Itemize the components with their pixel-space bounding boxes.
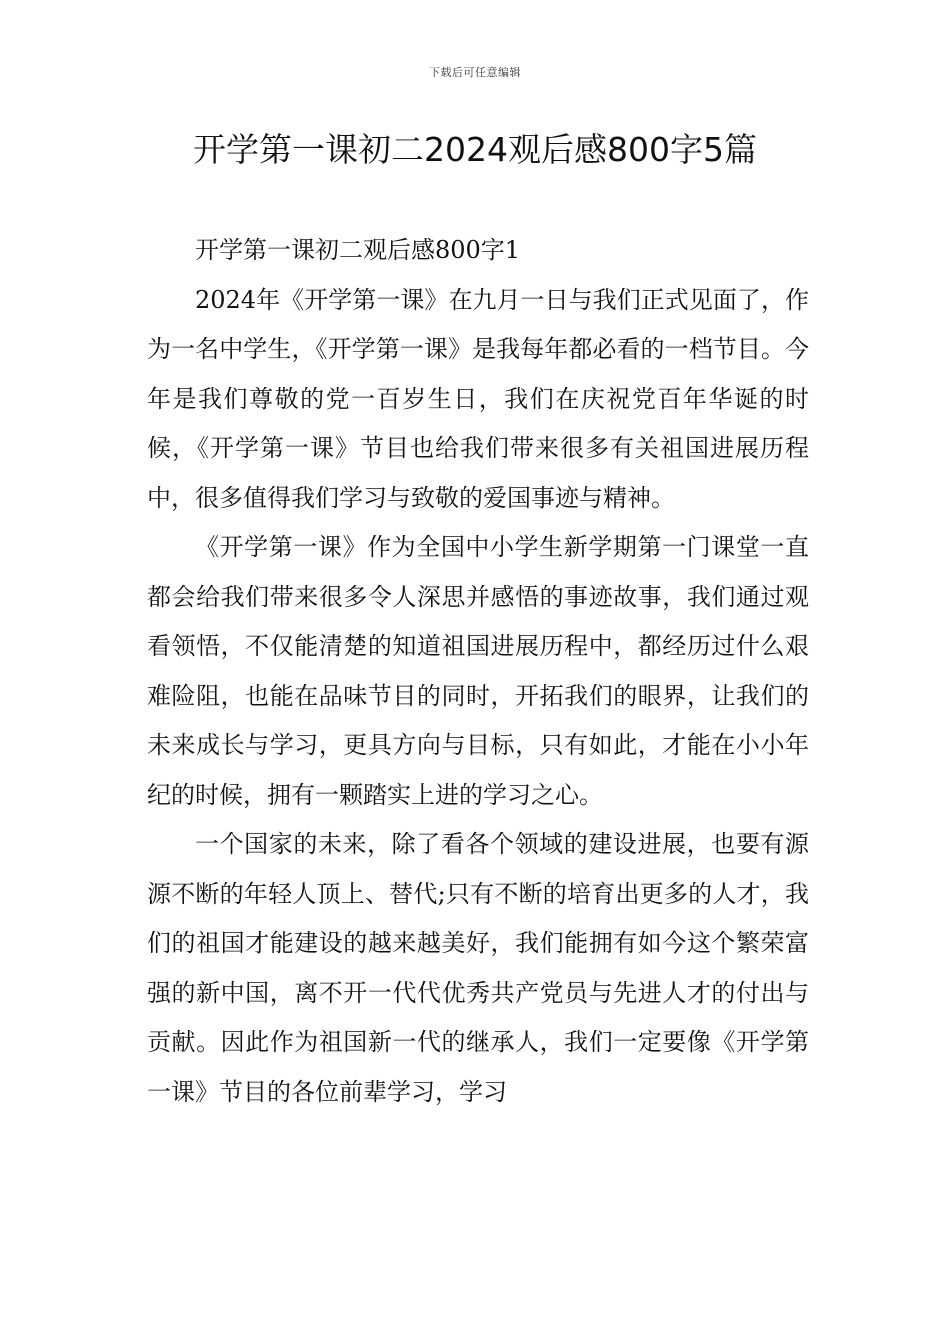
document-body	[147, 226, 809, 1117]
header-note: 下载后可任意编辑	[429, 66, 521, 79]
document-title: 开学第一课初二2024观后感800字5篇	[193, 130, 757, 169]
paragraph-1: 2024年《开学第一课》在九月一日与我们正式见面了，作为一名中学生，《开学第一课》是我每年都必看的一档节目。今年是我们尊敬的党一百岁生日，我们在庆祝党百年华诞的时候，《开学第一课》节目也给我们带来很多有关祖国进展历程中，很多值得我们学习与致敬的爱国事迹与精神。	[147, 285, 809, 512]
section-heading: 开学第一课初二观后感800字1	[195, 236, 521, 264]
paragraph-3: 一个国家的未来，除了看各个领域的建设进展，也要有源源不断的年轻人顶上、替代;只有不断的培育出更多的人才，我们的祖国才能建设的越来越美好，我们能拥有如今这个繁荣富强的新中国，离不开一代代优秀共产党员与先进人才的付出与贡献。因此作为祖国新一代的继承人，我们一定要像《开学第一课》节目的各位前辈学习，学习	[147, 830, 809, 1106]
paragraph-2: 《开学第一课》作为全国中小学生新学期第一门课堂一直都会给我们带来很多令人深思并感悟的事迹故事，我们通过观看领悟，不仅能清楚的知道祖国进展历程中，都经历过什么艰难险阻，也能在品味节目的同时，开拓我们的眼界，让我们的未来成长与学习，更具方向与目标，只有如此，才能在小小年纪的时候，拥有一颗踏实上进的学习之心。	[147, 533, 809, 809]
